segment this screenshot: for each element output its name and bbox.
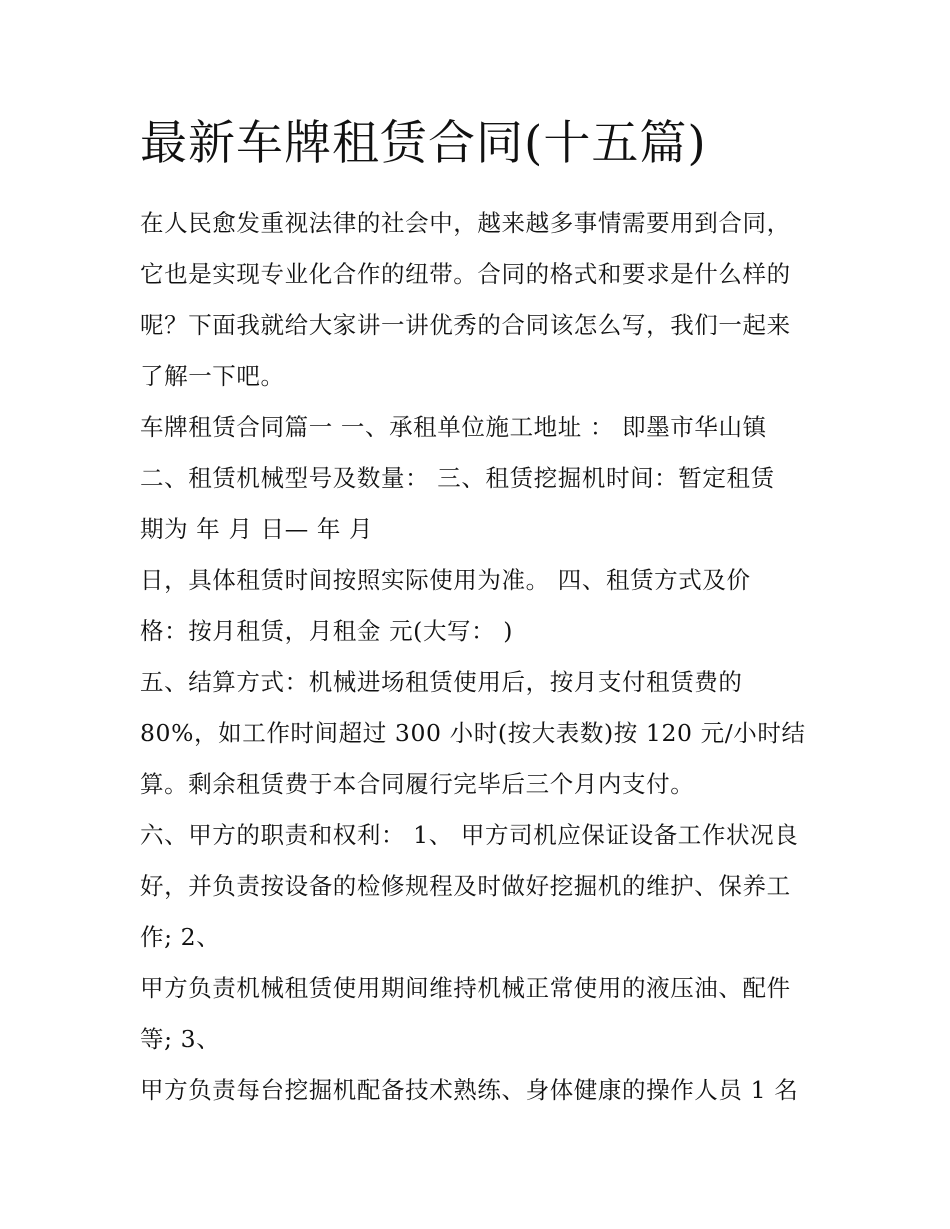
body-line: 格：按月租赁，月租金 元(大写： )	[140, 617, 514, 645]
body-line: 它也是实现专业化合作的纽带。合同的格式和要求是什么样的	[140, 260, 791, 288]
body-line: 六、甲方的职责和权利： 1、 甲方司机应保证设备工作状况良	[140, 821, 799, 849]
body-line: 作; 2、	[140, 923, 221, 951]
body-line: 等; 3、	[140, 1025, 221, 1053]
document-body	[140, 198, 830, 1116]
document-title: 最新车牌租赁合同(十五篇)	[140, 116, 707, 171]
body-line: 甲方负责每台挖掘机配备技术熟练、身体健康的操作人员 1 名	[140, 1076, 799, 1104]
body-line: 甲方负责机械租赁使用期间维持机械正常使用的液压油、配件	[140, 974, 791, 1002]
body-line: 算。剩余租赁费于本合同履行完毕后三个月内支付。	[140, 770, 695, 798]
body-line: 呢？下面我就给大家讲一讲优秀的合同该怎么写，我们一起来	[140, 311, 791, 339]
body-line: 80%，如工作时间超过 300 小时(按大表数)按 120 元/小时结	[140, 719, 806, 747]
body-line: 了解一下吧。	[140, 362, 285, 390]
body-line: 二、租赁机械型号及数量： 三、租赁挖掘机时间：暂定租赁	[140, 464, 775, 492]
body-line: 日，具体租赁时间按照实际使用为准。 四、租赁方式及价	[140, 566, 751, 594]
body-line: 好，并负责按设备的检修规程及时做好挖掘机的维护、保养工	[140, 872, 791, 900]
body-line: 五、结算方式：机械进场租赁使用后，按月支付租赁费的	[140, 668, 743, 696]
body-line: 在人民愈发重视法律的社会中，越来越多事情需要用到合同，	[140, 209, 791, 237]
body-line: 期为 年 月 日— 年 月	[140, 515, 374, 543]
body-line: 车牌租赁合同篇一 一、承租单位施工地址 ： 即墨市华山镇	[140, 413, 767, 441]
